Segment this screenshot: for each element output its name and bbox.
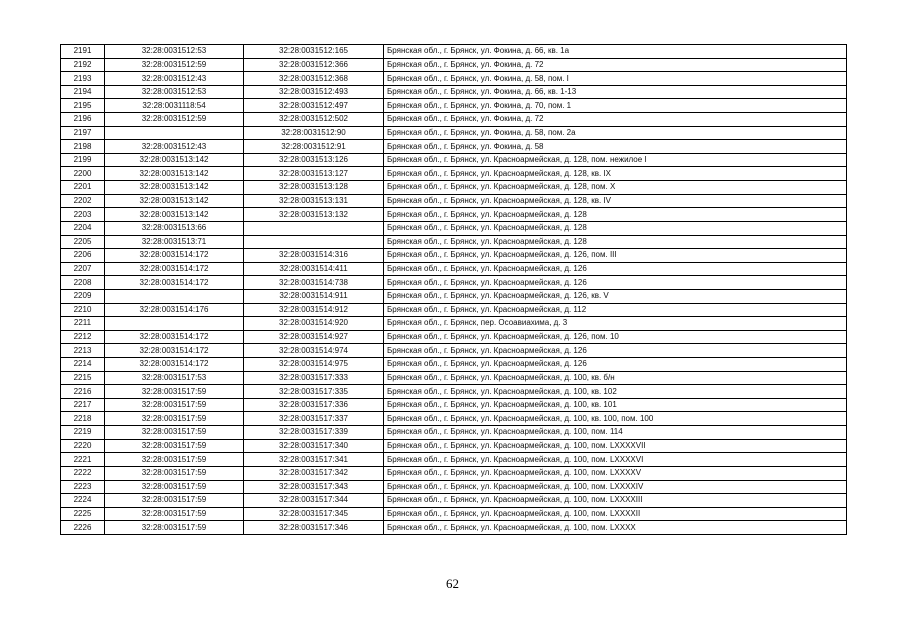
parcel-number-cell: 32:28:0031517:59 xyxy=(105,426,244,440)
table-row xyxy=(61,344,847,358)
row-number-cell: 2220 xyxy=(61,439,105,453)
row-number-cell: 2201 xyxy=(61,181,105,195)
address-cell: Брянская обл., г. Брянск, ул. Красноармейская, д. 126, кв. V xyxy=(384,289,847,303)
address-cell: Брянская обл., г. Брянск, ул. Фокина, д. 72 xyxy=(384,113,847,127)
object-number-cell: 32:28:0031517:346 xyxy=(244,521,384,535)
table-row xyxy=(61,507,847,521)
table-row xyxy=(61,85,847,99)
address-cell: Брянская обл., г. Брянск, ул. Красноармейская, д. 128, кв. IV xyxy=(384,194,847,208)
table-row xyxy=(61,249,847,263)
table-row xyxy=(61,330,847,344)
row-number-cell: 2217 xyxy=(61,398,105,412)
parcel-number-cell: 32:28:0031514:176 xyxy=(105,303,244,317)
parcel-number-cell: 32:28:0031513:142 xyxy=(105,181,244,195)
object-number-cell: 32:28:0031514:920 xyxy=(244,317,384,331)
parcel-number-cell: 32:28:0031517:59 xyxy=(105,521,244,535)
table-row xyxy=(61,371,847,385)
address-cell: Брянская обл., г. Брянск, ул. Фокина, д. 58 xyxy=(384,140,847,154)
address-cell: Брянская обл., г. Брянск, ул. Фокина, д. 72 xyxy=(384,58,847,72)
parcel-number-cell: 32:28:0031513:142 xyxy=(105,167,244,181)
object-number-cell: 32:28:0031512:90 xyxy=(244,126,384,140)
parcel-number-cell: 32:28:0031514:172 xyxy=(105,276,244,290)
address-cell: Брянская обл., г. Брянск, ул. Красноармейская, д. 100, пом. LXXXXIII xyxy=(384,494,847,508)
address-cell: Брянская обл., г. Брянск, ул. Красноармейская, д. 100, пом. 114 xyxy=(384,426,847,440)
table-row xyxy=(61,221,847,235)
data-table xyxy=(60,44,847,535)
address-cell: Брянская обл., г. Брянск, ул. Фокина, д. 66, кв. 1-13 xyxy=(384,85,847,99)
object-number-cell: 32:28:0031517:333 xyxy=(244,371,384,385)
table-row xyxy=(61,289,847,303)
object-number-cell: 32:28:0031517:339 xyxy=(244,426,384,440)
row-number-cell: 2211 xyxy=(61,317,105,331)
parcel-number-cell: 32:28:0031517:59 xyxy=(105,385,244,399)
row-number-cell: 2193 xyxy=(61,72,105,86)
row-number-cell: 2198 xyxy=(61,140,105,154)
address-cell: Брянская обл., г. Брянск, пер. Осоавиахима, д. 3 xyxy=(384,317,847,331)
table-row xyxy=(61,303,847,317)
object-number-cell: 32:28:0031513:127 xyxy=(244,167,384,181)
table-row xyxy=(61,113,847,127)
row-number-cell: 2214 xyxy=(61,358,105,372)
object-number-cell: 32:28:0031514:738 xyxy=(244,276,384,290)
object-number-cell: 32:28:0031512:493 xyxy=(244,85,384,99)
object-number-cell: 32:28:0031514:974 xyxy=(244,344,384,358)
table-row xyxy=(61,480,847,494)
table-row xyxy=(61,439,847,453)
parcel-number-cell: 32:28:0031118:54 xyxy=(105,99,244,113)
parcel-number-cell: 32:28:0031517:59 xyxy=(105,507,244,521)
row-number-cell: 2203 xyxy=(61,208,105,222)
table-row xyxy=(61,521,847,535)
address-cell: Брянская обл., г. Брянск, ул. Красноармейская, д. 128 xyxy=(384,235,847,249)
object-number-cell: 32:28:0031517:344 xyxy=(244,494,384,508)
table-row xyxy=(61,167,847,181)
object-number-cell: 32:28:0031512:502 xyxy=(244,113,384,127)
table-row xyxy=(61,181,847,195)
row-number-cell: 2194 xyxy=(61,85,105,99)
row-number-cell: 2207 xyxy=(61,262,105,276)
data-table-body xyxy=(61,45,847,535)
parcel-number-cell: 32:28:0031512:53 xyxy=(105,85,244,99)
page-number: 62 xyxy=(446,576,459,591)
parcel-number-cell: 32:28:0031517:59 xyxy=(105,398,244,412)
row-number-cell: 2216 xyxy=(61,385,105,399)
address-cell: Брянская обл., г. Брянск, ул. Красноармейская, д. 100, пом. LXXXX xyxy=(384,521,847,535)
row-number-cell: 2206 xyxy=(61,249,105,263)
object-number-cell: 32:28:0031514:911 xyxy=(244,289,384,303)
object-number-cell: 32:28:0031517:342 xyxy=(244,466,384,480)
row-number-cell: 2209 xyxy=(61,289,105,303)
address-cell: Брянская обл., г. Брянск, ул. Фокина, д. 66, кв. 1а xyxy=(384,45,847,59)
table-row xyxy=(61,99,847,113)
table-row xyxy=(61,153,847,167)
row-number-cell: 2191 xyxy=(61,45,105,59)
row-number-cell: 2196 xyxy=(61,113,105,127)
address-cell: Брянская обл., г. Брянск, ул. Красноармейская, д. 100, пом. LXXXXVI xyxy=(384,453,847,467)
parcel-number-cell: 32:28:0031517:59 xyxy=(105,453,244,467)
row-number-cell: 2202 xyxy=(61,194,105,208)
address-cell: Брянская обл., г. Брянск, ул. Красноармейская, д. 100, пом. LXXXXVII xyxy=(384,439,847,453)
object-number-cell: 32:28:0031512:497 xyxy=(244,99,384,113)
table-row xyxy=(61,208,847,222)
address-cell: Брянская обл., г. Брянск, ул. Красноармейская, д. 100, кв. 101 xyxy=(384,398,847,412)
object-number-cell: 32:28:0031517:337 xyxy=(244,412,384,426)
row-number-cell: 2221 xyxy=(61,453,105,467)
row-number-cell: 2226 xyxy=(61,521,105,535)
table-row xyxy=(61,453,847,467)
row-number-cell: 2197 xyxy=(61,126,105,140)
address-cell: Брянская обл., г. Брянск, ул. Красноармейская, д. 100, пом. LXXXXV xyxy=(384,466,847,480)
address-cell: Брянская обл., г. Брянск, ул. Красноармейская, д. 128 xyxy=(384,221,847,235)
object-number-cell: 32:28:0031517:345 xyxy=(244,507,384,521)
address-cell: Брянская обл., г. Брянск, ул. Красноармейская, д. 100, кв. 100, пом. 100 xyxy=(384,412,847,426)
table-row xyxy=(61,45,847,59)
parcel-number-cell: 32:28:0031512:43 xyxy=(105,72,244,86)
object-number-cell: 32:28:0031517:336 xyxy=(244,398,384,412)
parcel-number-cell: 32:28:0031513:142 xyxy=(105,208,244,222)
object-number-cell: 32:28:0031514:927 xyxy=(244,330,384,344)
parcel-number-cell xyxy=(105,289,244,303)
table-row xyxy=(61,58,847,72)
row-number-cell: 2219 xyxy=(61,426,105,440)
row-number-cell: 2224 xyxy=(61,494,105,508)
row-number-cell: 2223 xyxy=(61,480,105,494)
table-row xyxy=(61,235,847,249)
parcel-number-cell: 32:28:0031517:59 xyxy=(105,494,244,508)
address-cell: Брянская обл., г. Брянск, ул. Красноармейская, д. 126 xyxy=(384,276,847,290)
address-cell: Брянская обл., г. Брянск, ул. Красноармейская, д. 126 xyxy=(384,262,847,276)
parcel-number-cell: 32:28:0031513:66 xyxy=(105,221,244,235)
object-number-cell: 32:28:0031514:975 xyxy=(244,358,384,372)
row-number-cell: 2225 xyxy=(61,507,105,521)
row-number-cell: 2222 xyxy=(61,466,105,480)
table-row xyxy=(61,494,847,508)
object-number-cell: 32:28:0031513:128 xyxy=(244,181,384,195)
address-cell: Брянская обл., г. Брянск, ул. Красноармейская, д. 126 xyxy=(384,358,847,372)
address-cell: Брянская обл., г. Брянск, ул. Красноармейская, д. 112 xyxy=(384,303,847,317)
row-number-cell: 2199 xyxy=(61,153,105,167)
parcel-number-cell xyxy=(105,317,244,331)
parcel-number-cell: 32:28:0031517:59 xyxy=(105,439,244,453)
object-number-cell xyxy=(244,235,384,249)
table-row xyxy=(61,358,847,372)
row-number-cell: 2195 xyxy=(61,99,105,113)
table-row xyxy=(61,140,847,154)
parcel-number-cell: 32:28:0031513:142 xyxy=(105,153,244,167)
parcel-number-cell: 32:28:0031517:59 xyxy=(105,480,244,494)
object-number-cell: 32:28:0031512:366 xyxy=(244,58,384,72)
address-cell: Брянская обл., г. Брянск, ул. Красноармейская, д. 128, пом. нежилое I xyxy=(384,153,847,167)
row-number-cell: 2210 xyxy=(61,303,105,317)
address-cell: Брянская обл., г. Брянск, ул. Красноармейская, д. 128, кв. IX xyxy=(384,167,847,181)
object-number-cell: 32:28:0031517:335 xyxy=(244,385,384,399)
address-cell: Брянская обл., г. Брянск, ул. Красноармейская, д. 126, пом. 10 xyxy=(384,330,847,344)
table-row xyxy=(61,412,847,426)
object-number-cell: 32:28:0031517:341 xyxy=(244,453,384,467)
table-row xyxy=(61,385,847,399)
parcel-number-cell: 32:28:0031512:43 xyxy=(105,140,244,154)
address-cell: Брянская обл., г. Брянск, ул. Красноармейская, д. 128 xyxy=(384,208,847,222)
object-number-cell: 32:28:0031514:316 xyxy=(244,249,384,263)
object-number-cell: 32:28:0031514:411 xyxy=(244,262,384,276)
address-cell: Брянская обл., г. Брянск, ул. Красноармейская, д. 100, пом. LXXXXIV xyxy=(384,480,847,494)
address-cell: Брянская обл., г. Брянск, ул. Фокина, д. 58, пом. I xyxy=(384,72,847,86)
object-number-cell: 32:28:0031512:368 xyxy=(244,72,384,86)
parcel-number-cell: 32:28:0031513:71 xyxy=(105,235,244,249)
parcel-number-cell xyxy=(105,126,244,140)
parcel-number-cell: 32:28:0031517:59 xyxy=(105,466,244,480)
address-cell: Брянская обл., г. Брянск, ул. Красноармейская, д. 126, пом. III xyxy=(384,249,847,263)
object-number-cell: 32:28:0031513:131 xyxy=(244,194,384,208)
parcel-number-cell: 32:28:0031514:172 xyxy=(105,358,244,372)
row-number-cell: 2215 xyxy=(61,371,105,385)
parcel-number-cell: 32:28:0031514:172 xyxy=(105,344,244,358)
table-row xyxy=(61,194,847,208)
table-row xyxy=(61,466,847,480)
object-number-cell: 32:28:0031514:912 xyxy=(244,303,384,317)
row-number-cell: 2212 xyxy=(61,330,105,344)
table-row xyxy=(61,317,847,331)
address-cell: Брянская обл., г. Брянск, ул. Красноармейская, д. 100, пом. LXXXXII xyxy=(384,507,847,521)
parcel-number-cell: 32:28:0031512:53 xyxy=(105,45,244,59)
object-number-cell xyxy=(244,221,384,235)
row-number-cell: 2208 xyxy=(61,276,105,290)
row-number-cell: 2213 xyxy=(61,344,105,358)
row-number-cell: 2205 xyxy=(61,235,105,249)
row-number-cell: 2200 xyxy=(61,167,105,181)
object-number-cell: 32:28:0031517:343 xyxy=(244,480,384,494)
object-number-cell: 32:28:0031513:126 xyxy=(244,153,384,167)
table-row xyxy=(61,126,847,140)
table-row xyxy=(61,398,847,412)
table-row xyxy=(61,276,847,290)
row-number-cell: 2204 xyxy=(61,221,105,235)
object-number-cell: 32:28:0031512:91 xyxy=(244,140,384,154)
parcel-number-cell: 32:28:0031517:53 xyxy=(105,371,244,385)
parcel-number-cell: 32:28:0031514:172 xyxy=(105,330,244,344)
table-row xyxy=(61,426,847,440)
parcel-number-cell: 32:28:0031513:142 xyxy=(105,194,244,208)
address-cell: Брянская обл., г. Брянск, ул. Красноармейская, д. 128, пом. X xyxy=(384,181,847,195)
row-number-cell: 2192 xyxy=(61,58,105,72)
parcel-number-cell: 32:28:0031512:59 xyxy=(105,113,244,127)
parcel-number-cell: 32:28:0031514:172 xyxy=(105,262,244,276)
row-number-cell: 2218 xyxy=(61,412,105,426)
parcel-number-cell: 32:28:0031517:59 xyxy=(105,412,244,426)
parcel-number-cell: 32:28:0031512:59 xyxy=(105,58,244,72)
table-row xyxy=(61,72,847,86)
address-cell: Брянская обл., г. Брянск, ул. Красноармейская, д. 126 xyxy=(384,344,847,358)
address-cell: Брянская обл., г. Брянск, ул. Фокина, д. 58, пом. 2а xyxy=(384,126,847,140)
object-number-cell: 32:28:0031512:165 xyxy=(244,45,384,59)
table-row xyxy=(61,262,847,276)
address-cell: Брянская обл., г. Брянск, ул. Фокина, д. 70, пом. 1 xyxy=(384,99,847,113)
object-number-cell: 32:28:0031517:340 xyxy=(244,439,384,453)
address-cell: Брянская обл., г. Брянск, ул. Красноармейская, д. 100, кв. б/н xyxy=(384,371,847,385)
parcel-number-cell: 32:28:0031514:172 xyxy=(105,249,244,263)
object-number-cell: 32:28:0031513:132 xyxy=(244,208,384,222)
address-cell: Брянская обл., г. Брянск, ул. Красноармейская, д. 100, кв. 102 xyxy=(384,385,847,399)
